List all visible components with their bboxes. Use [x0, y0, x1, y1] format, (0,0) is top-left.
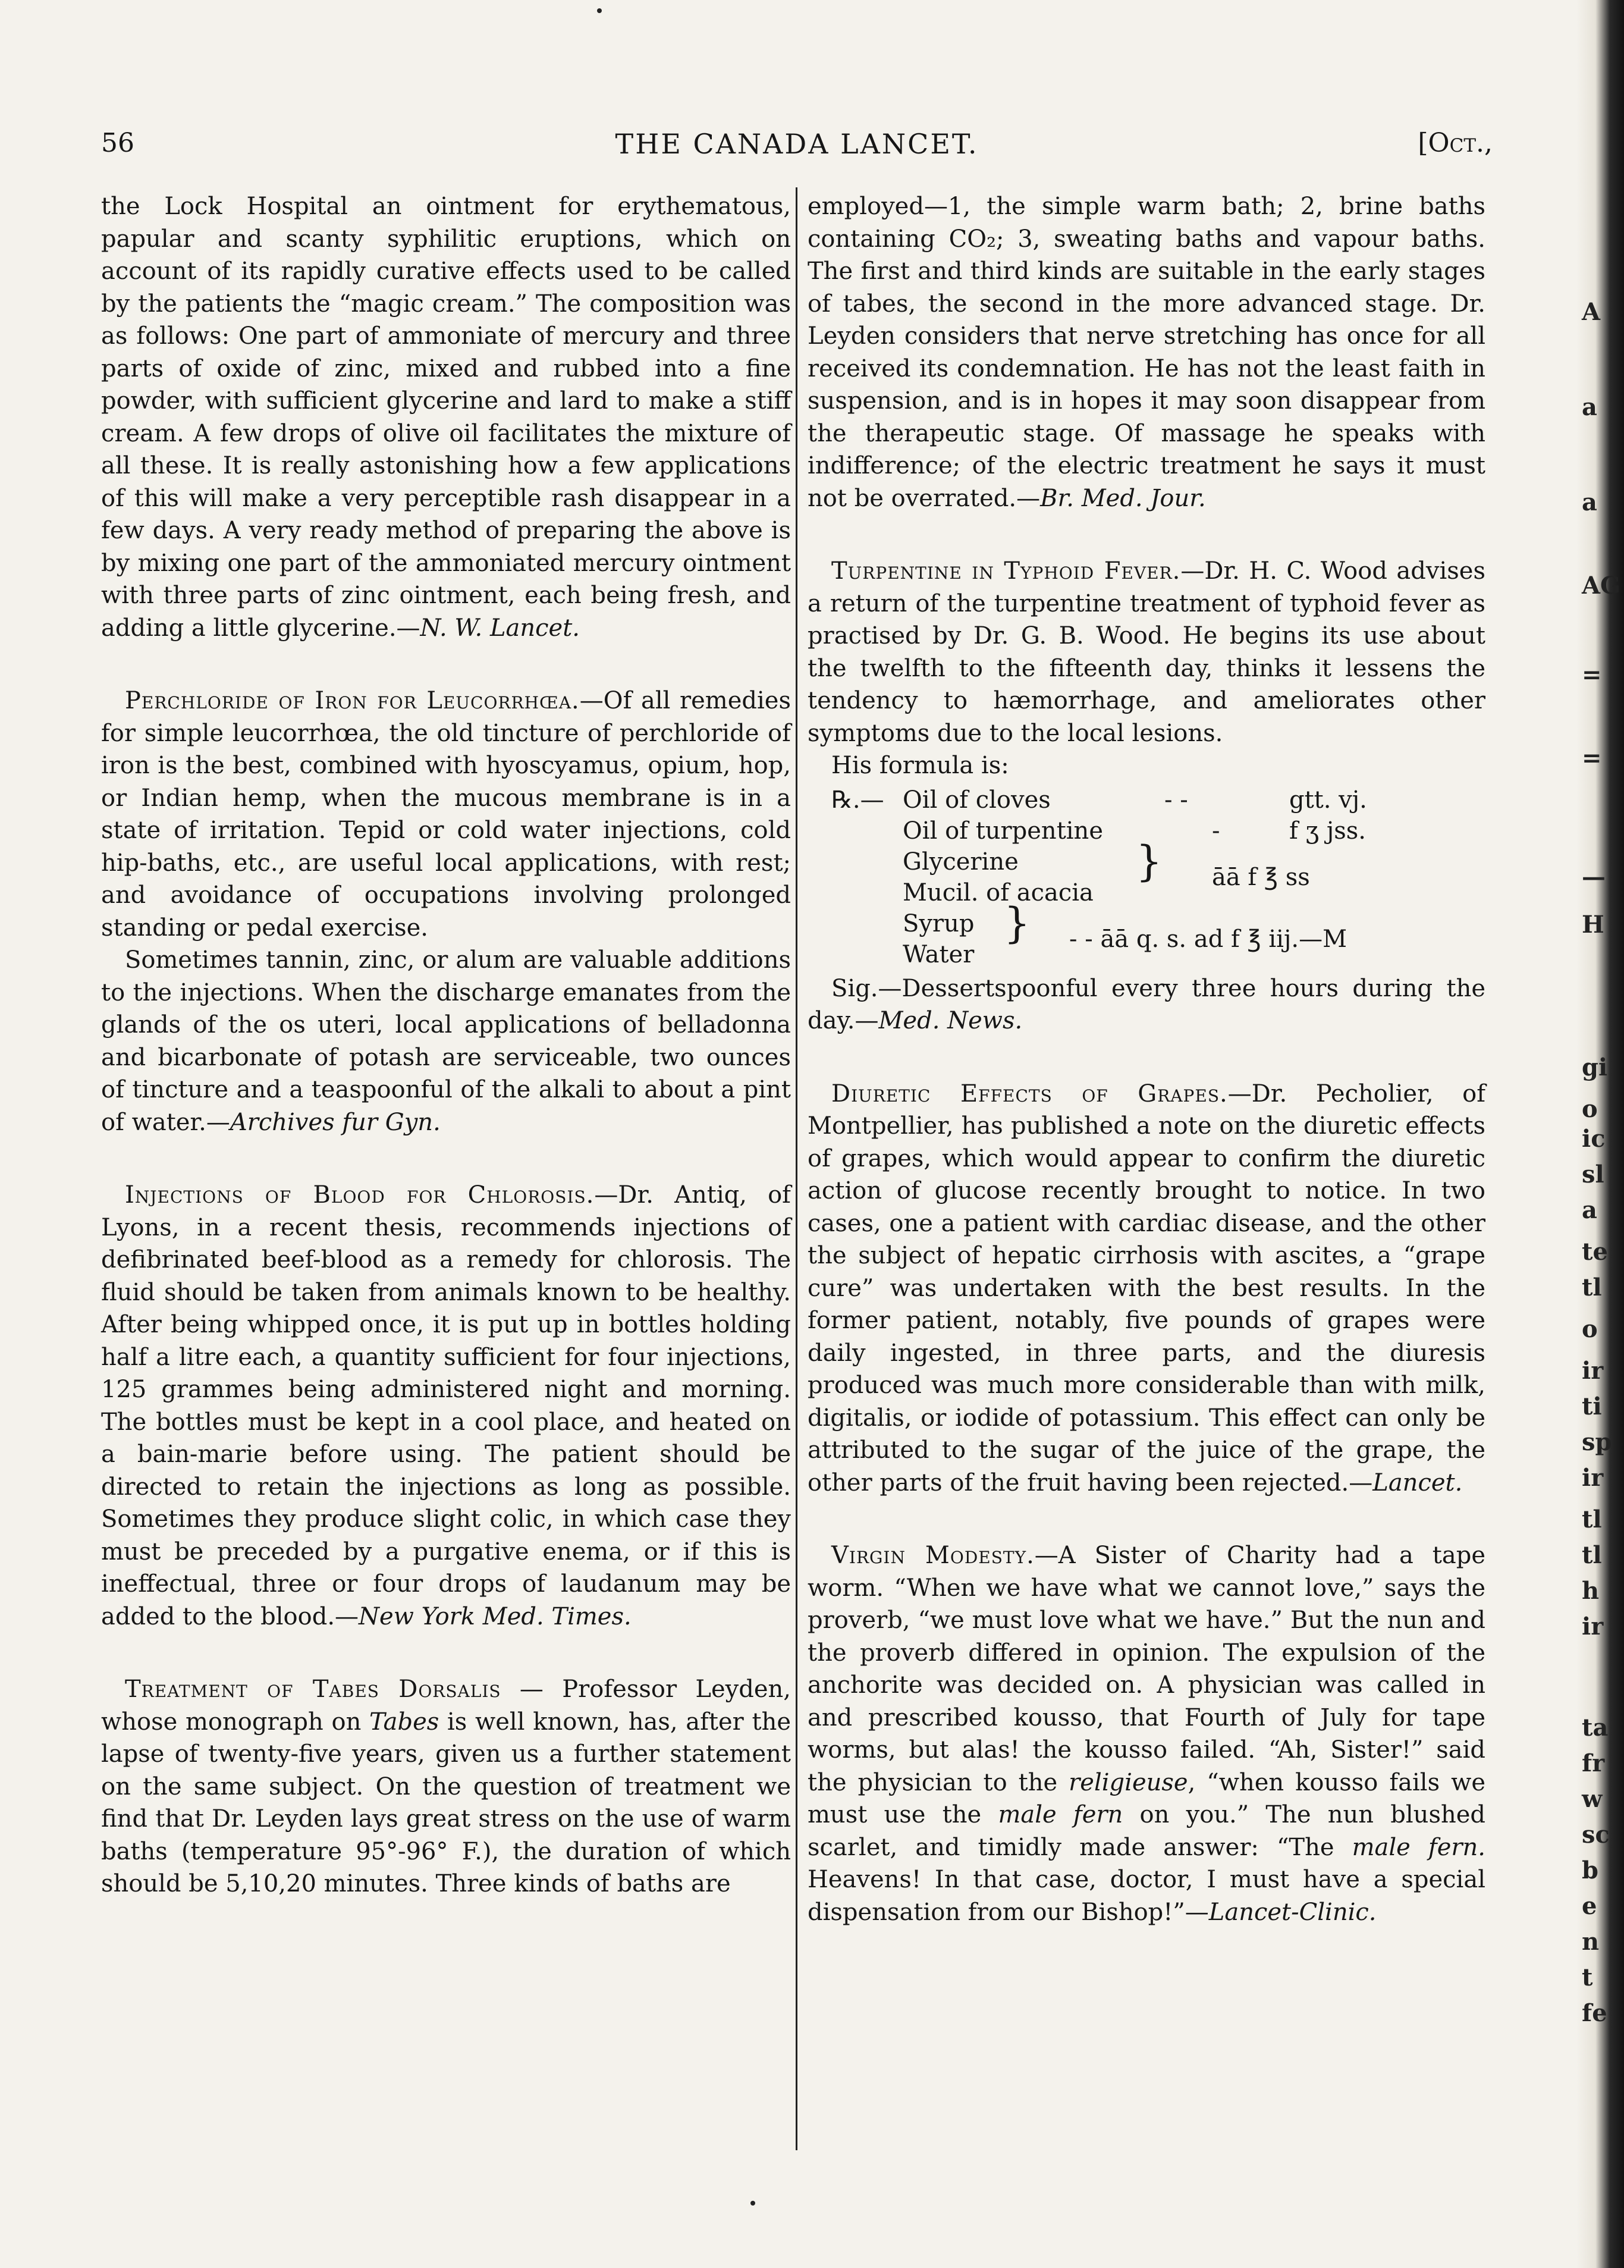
- running-header: [101, 128, 1493, 181]
- formula-intro: His formula is:: [831, 752, 1009, 779]
- edge-fragment: ic: [1582, 1125, 1606, 1153]
- edge-fragment: gi: [1582, 1053, 1608, 1081]
- edge-fragment: a: [1582, 488, 1597, 516]
- brace-icon: }: [1136, 836, 1163, 886]
- edge-fragment: ir: [1582, 1613, 1604, 1640]
- formula-row: Water } - - āā q. s. ad f ℥ iij.—M: [903, 898, 1347, 968]
- edge-fragment: sl: [1582, 1160, 1604, 1188]
- article-paragraph: Sometimes tannin, zinc, or alum are valuable additions to the injections. When the discharge emanates from the glands of the os uteri, local applications of belladonna and bicarbonate of potash are serviceable, two ounces of tincture and a teaspoonful of the alkali to about a pint of water.—Archives fur Gyn.: [101, 946, 791, 1136]
- left-column: [101, 190, 791, 1900]
- edge-fragment: fr: [1582, 1749, 1605, 1777]
- formula-row: ℞.— Oil of cloves - - gtt. vj.: [831, 785, 1485, 815]
- edge-fragment: ir: [1582, 1357, 1604, 1385]
- source-citation: Archives fur Gyn.: [230, 1108, 441, 1136]
- edge-fragment: o: [1582, 1095, 1598, 1123]
- formula-row: Syrup: [903, 909, 975, 937]
- formula-row: Glycerine: [903, 848, 1019, 876]
- edge-fragment: tl: [1582, 1505, 1602, 1533]
- rx-symbol: ℞.—: [831, 786, 884, 814]
- article-turpentine-typhoid: Turpentine in Typhoid Fever.—Dr. H. C. Wood advises a return of the turpentine treatment of typhoid fever as practised by Dr. G. B. Wood. He begins its use about the twelfth to the fifteenth day, thinks it lessens the tendency to hæmorrhage, and ameliorates other symptoms due to the local lesions.: [808, 557, 1485, 747]
- adjacent-page-fragments: [1582, 0, 1621, 2268]
- article-heading: Treatment of Tabes Dorsalis: [125, 1676, 501, 1703]
- edge-fragment: tl: [1582, 1273, 1602, 1301]
- edge-fragment: t: [1582, 1963, 1593, 1991]
- edge-fragment: A: [1582, 298, 1601, 326]
- article-diuretic-grapes: Diuretic Effects of Grapes.—Dr. Pecholier, of Montpellier, has published a note on the diuretic effects of grapes, which would appear to confirm the diuretic action of glucose recently brought to notice. In two cases, one a patient with cardiac disease, and the other the subject of hepatic cirrhosis with ascites, a “grape cure” was undertaken with the best results. In the former patient, notably, five pounds of grapes were daily ingested, in three parts, and the diuresis produced was much more considerable than with milk, digitalis, or iodide of potassium. This effect can only be attributed to the sugar of the juice of the grape, the other parts of the fruit having been rejected.—Lancet.: [808, 1080, 1485, 1497]
- edge-fragment: —: [1582, 863, 1606, 891]
- ink-speck: [750, 2201, 755, 2206]
- article-tabes-dorsalis: Treatment of Tabes Dorsalis — Professor Leyden, whose monograph on Tabes is well known, has, after the lapse of twenty-five years, given us a further statement on the same subject. On the question of treatment we find that Dr. Leyden lays great stress on the use of warm baths (temperature 95°-96° F.), the duration of which should be 5,10,20 minutes. Three kinds of baths are: [101, 1676, 791, 1897]
- edge-fragment: a: [1582, 1196, 1597, 1224]
- article-heading: Injections of Blood for Chlorosis.: [125, 1181, 595, 1209]
- edge-fragment: ta: [1582, 1714, 1609, 1742]
- edge-fragment: te: [1582, 1238, 1608, 1266]
- article-magic-cream: the Lock Hospital an ointment for erythematous, papular and scanty syphilitic eruptions, which on account of its rapidly curative effects used to be called by the patients the “magic cream.” The composition was as follows: One part of ammoniate of mercury and three parts of oxide of zinc, mixed and rubbed into a fine powder, with sufficient glycerine and lard to make a stiff cream. A few drops of olive oil facilitates the mixture of all these. It is really astonishing how a few applications of this will make a very perceptible rash disappear in a few days. A very ready method of preparing the above is by mixing one part of the ammoniated mercury ointment with three parts of zinc ointment, each being fresh, and adding a little glycerine.—N. W. Lancet.: [101, 193, 791, 642]
- article-heading: Diuretic Effects of Grapes.: [831, 1080, 1228, 1108]
- article-heading: Perchloride of Iron for Leucorrhœa.: [125, 687, 580, 714]
- article-heading: Turpentine in Typhoid Fever.: [831, 557, 1181, 585]
- edge-fragment: h: [1582, 1577, 1600, 1605]
- column-rule: [796, 187, 797, 2150]
- edge-fragment: a: [1582, 393, 1597, 421]
- issue-month: [Oct.,: [1418, 128, 1493, 158]
- formula-sig: Sig.—Dessertspoonful every three hours during the day.—Med. News.: [808, 974, 1485, 1034]
- ink-speck: [597, 8, 602, 13]
- edge-fragment: o: [1582, 1315, 1598, 1343]
- edge-fragment: H: [1582, 911, 1604, 939]
- source-citation: New York Med. Times.: [359, 1602, 632, 1630]
- source-citation: Lancet.: [1372, 1469, 1463, 1497]
- edge-fragment: sp: [1582, 1428, 1612, 1456]
- edge-fragment: e: [1582, 1892, 1597, 1920]
- article-tabes-continued: employed—1, the simple warm bath; 2, brine baths containing CO₂; 3, sweating baths and vapour baths. The first and third kinds are suitable in the early stages of tabes, the second in the more advanced stage. Dr. Leyden considers that nerve stretching has once for all received its condemnation. He has not the least faith in suspension, and is in hopes it may soon disappear from the therapeutic stage. Of massage he speaks with indifference; of the electric treatment he says it must not be overrated.—Br. Med. Jour.: [808, 193, 1485, 512]
- edge-fragment: sc: [1582, 1821, 1610, 1849]
- right-column: [808, 190, 1485, 1928]
- article-blood-chlorosis: Injections of Blood for Chlorosis.—Dr. Antiq, of Lyons, in a recent thesis, recommends injections of defibrinated beef-blood as a remedy for chlorosis. The fluid should be taken from animals known to be healthy. After being whipped once, it is put up in bottles holding half a litre each, a quantity sufficient for four injections, 125 grammes being administered night and morning. The bottles must be kept in a cool place, and heated on a bain-marie before using. The patient should be directed to retain the injections as long as possible. Sometimes they produce slight colic, in which case they must be preceded by a purgative enema, or if this is ineffectual, three or four drops of laudanum may be added to the blood.—New York Med. Times.: [101, 1181, 791, 1630]
- formula-row: Mucil. of acacia } āā f ℥ ss: [903, 836, 1310, 906]
- edge-fragment: b: [1582, 1856, 1598, 1884]
- source-citation: N. W. Lancet.: [420, 614, 580, 642]
- edge-fragment: tl: [1582, 1541, 1602, 1569]
- edge-fragment: ir: [1582, 1464, 1604, 1492]
- journal-title: THE CANADA LANCET.: [615, 128, 979, 160]
- edge-fragment: =: [1582, 744, 1602, 772]
- page-number: 56: [101, 128, 134, 158]
- article-heading: Virgin Modesty.: [831, 1542, 1035, 1569]
- source-citation: Lancet-Clinic.: [1208, 1898, 1377, 1926]
- brace-icon: }: [1004, 898, 1031, 948]
- article-virgin-modesty: Virgin Modesty.—A Sister of Charity had a tape worm. “When we have what we cannot love,” says the proverb, “we must love what we have.” But the nun and the proverb differed in opinion. The expulsion of the anchorite was decided on. A physician was called in and prescribed kousso, that Fourth of July for tape worms, but alas! the kousso failed. “Ah, Sister!” said the physician to the religieuse, “when kousso fails we must use the male fern on you.” The nun blushed scarlet, and timidly made answer: “The male fern. Heavens! In that case, doctor, I must have a special dispensation from our Bishop!”—Lancet-Clinic.: [808, 1542, 1486, 1926]
- edge-fragment: =: [1582, 661, 1602, 689]
- edge-fragment: w: [1582, 1785, 1603, 1813]
- source-citation: Br. Med. Jour.: [1040, 484, 1206, 512]
- edge-fragment: AG: [1582, 572, 1621, 600]
- formula-row: Oil of turpentine - f ʒ jss.: [903, 817, 1366, 845]
- article-perchloride-iron: Perchloride of Iron for Leucorrhœa.—Of all remedies for simple leucorrhœa, the old tincture of perchloride of iron is the best, combined with hyoscyamus, opium, hop, or Indian hemp, when the mucous membrane is in a state of irritation. Tepid or cold water injections, cold hip-baths, etc., are useful local applications, with rest; and avoidance of occupations involving prolonged standing or pedal exercise.: [101, 687, 791, 942]
- edge-fragment: fe: [1582, 1999, 1607, 2027]
- prescription-formula: [831, 785, 1485, 970]
- edge-fragment: n: [1582, 1928, 1600, 1956]
- source-citation: Med. News.: [878, 1007, 1023, 1034]
- edge-fragment: ti: [1582, 1392, 1602, 1420]
